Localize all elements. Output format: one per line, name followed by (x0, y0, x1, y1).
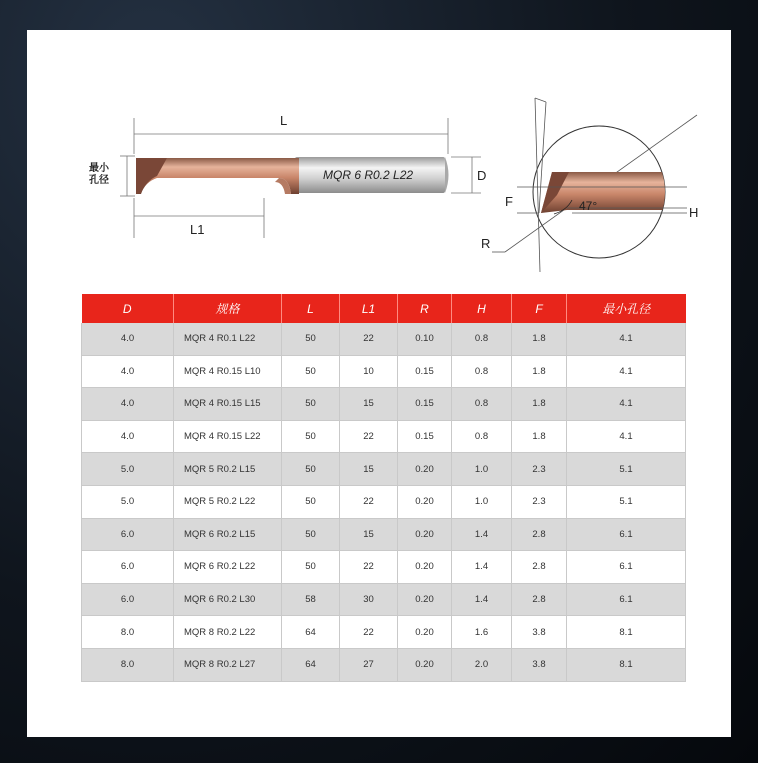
table-row (82, 323, 686, 355)
cell-D: 6.0 (82, 551, 174, 584)
angle-label: 47° (579, 199, 598, 213)
radius-R-label: R (481, 236, 491, 251)
cell-spec: MQR 6 R0.2 L22 (174, 551, 282, 584)
cell-L1: 15 (340, 388, 398, 421)
table-row (82, 648, 686, 681)
table-body (82, 323, 686, 681)
min-hole-label-line2: 孔径 (89, 175, 109, 186)
cell-D: 4.0 (82, 420, 174, 453)
cell-R: 0.10 (398, 323, 452, 355)
cell-spec: MQR 5 R0.2 L22 (174, 485, 282, 518)
cell-H: 1.0 (452, 453, 512, 486)
cell-R: 0.15 (398, 420, 452, 453)
cell-spec: MQR 6 R0.2 L30 (174, 583, 282, 616)
cell-F: 1.8 (512, 420, 567, 453)
table-row (82, 355, 686, 388)
cell-min-hole: 5.1 (567, 485, 686, 518)
header-L1: L1 (340, 294, 398, 323)
cell-F: 1.8 (512, 355, 567, 388)
tool-diagram (27, 30, 731, 292)
cell-L: 64 (282, 616, 340, 649)
cell-D: 8.0 (82, 616, 174, 649)
cell-L1: 22 (340, 420, 398, 453)
cell-L1: 15 (340, 453, 398, 486)
cell-H: 1.6 (452, 616, 512, 649)
header-spec: 规格 (174, 294, 282, 323)
cell-L1: 22 (340, 551, 398, 584)
header-F: F (512, 294, 567, 323)
table-row (82, 616, 686, 649)
cell-L1: 30 (340, 583, 398, 616)
dimension-H-label: H (689, 205, 699, 220)
cell-F: 2.8 (512, 518, 567, 551)
cell-R: 0.20 (398, 551, 452, 584)
dimension-D-label: D (477, 168, 487, 183)
cell-L: 50 (282, 453, 340, 486)
cell-F: 2.8 (512, 551, 567, 584)
cell-H: 1.4 (452, 583, 512, 616)
cell-L1: 15 (340, 518, 398, 551)
product-card (27, 30, 731, 737)
cell-min-hole: 8.1 (567, 616, 686, 649)
cell-D: 4.0 (82, 323, 174, 355)
cell-L1: 10 (340, 355, 398, 388)
cell-spec: MQR 8 R0.2 L27 (174, 648, 282, 681)
cell-L: 50 (282, 388, 340, 421)
cell-min-hole: 4.1 (567, 355, 686, 388)
cell-L: 64 (282, 648, 340, 681)
cell-F: 2.3 (512, 453, 567, 486)
cell-L1: 22 (340, 485, 398, 518)
table-row (82, 453, 686, 486)
cell-L: 58 (282, 583, 340, 616)
cell-F: 3.8 (512, 648, 567, 681)
cell-H: 0.8 (452, 355, 512, 388)
cell-R: 0.20 (398, 485, 452, 518)
cell-spec: MQR 4 R0.15 L22 (174, 420, 282, 453)
cell-min-hole: 6.1 (567, 583, 686, 616)
cell-D: 4.0 (82, 388, 174, 421)
cell-F: 2.3 (512, 485, 567, 518)
cell-D: 4.0 (82, 355, 174, 388)
header-L: L (282, 294, 340, 323)
table-row (82, 518, 686, 551)
cell-R: 0.15 (398, 355, 452, 388)
cell-R: 0.20 (398, 453, 452, 486)
header-R: R (398, 294, 452, 323)
cell-L: 50 (282, 518, 340, 551)
cell-D: 5.0 (82, 453, 174, 486)
cell-L1: 22 (340, 323, 398, 355)
cell-spec: MQR 4 R0.1 L22 (174, 323, 282, 355)
cell-F: 3.8 (512, 616, 567, 649)
cell-F: 1.8 (512, 388, 567, 421)
cell-spec: MQR 6 R0.2 L15 (174, 518, 282, 551)
table-row (82, 583, 686, 616)
spec-table (81, 294, 686, 682)
dimension-F-label: F (505, 194, 513, 209)
table-row (82, 420, 686, 453)
cell-R: 0.20 (398, 583, 452, 616)
dimension-L1-label: L1 (190, 222, 205, 237)
tool-side-view (89, 113, 486, 238)
cell-L: 50 (282, 355, 340, 388)
cell-R: 0.15 (398, 388, 452, 421)
min-hole-label-line1: 最小 (89, 163, 109, 174)
tool-detail-view (481, 98, 698, 272)
table-row (82, 551, 686, 584)
cell-H: 0.8 (452, 323, 512, 355)
cell-R: 0.20 (398, 616, 452, 649)
table-row (82, 485, 686, 518)
cell-H: 1.0 (452, 485, 512, 518)
cell-L: 50 (282, 551, 340, 584)
header-D: D (82, 294, 174, 323)
cell-D: 6.0 (82, 583, 174, 616)
cell-L: 50 (282, 485, 340, 518)
header-min-hole: 最小孔径 (567, 294, 686, 323)
cell-L1: 22 (340, 616, 398, 649)
cell-spec: MQR 5 R0.2 L15 (174, 453, 282, 486)
cell-D: 5.0 (82, 485, 174, 518)
cell-H: 2.0 (452, 648, 512, 681)
cell-min-hole: 6.1 (567, 551, 686, 584)
cell-min-hole: 4.1 (567, 323, 686, 355)
header-H: H (452, 294, 512, 323)
cell-spec: MQR 8 R0.2 L22 (174, 616, 282, 649)
cell-L1: 27 (340, 648, 398, 681)
table-row (82, 388, 686, 421)
cell-min-hole: 4.1 (567, 388, 686, 421)
dimension-L-label: L (280, 113, 288, 128)
cell-L: 50 (282, 323, 340, 355)
cell-min-hole: 5.1 (567, 453, 686, 486)
cell-R: 0.20 (398, 648, 452, 681)
cell-spec: MQR 4 R0.15 L15 (174, 388, 282, 421)
cell-D: 6.0 (82, 518, 174, 551)
cell-L: 50 (282, 420, 340, 453)
tool-engraving-label: MQR 6 R0.2 L22 (323, 168, 414, 182)
cell-spec: MQR 4 R0.15 L10 (174, 355, 282, 388)
cell-min-hole: 8.1 (567, 648, 686, 681)
cell-R: 0.20 (398, 518, 452, 551)
cell-D: 8.0 (82, 648, 174, 681)
table-header-row (82, 294, 686, 323)
cell-min-hole: 4.1 (567, 420, 686, 453)
cell-H: 0.8 (452, 388, 512, 421)
cell-H: 1.4 (452, 518, 512, 551)
cell-min-hole: 6.1 (567, 518, 686, 551)
cell-H: 0.8 (452, 420, 512, 453)
cell-F: 1.8 (512, 323, 567, 355)
cell-F: 2.8 (512, 583, 567, 616)
cell-H: 1.4 (452, 551, 512, 584)
